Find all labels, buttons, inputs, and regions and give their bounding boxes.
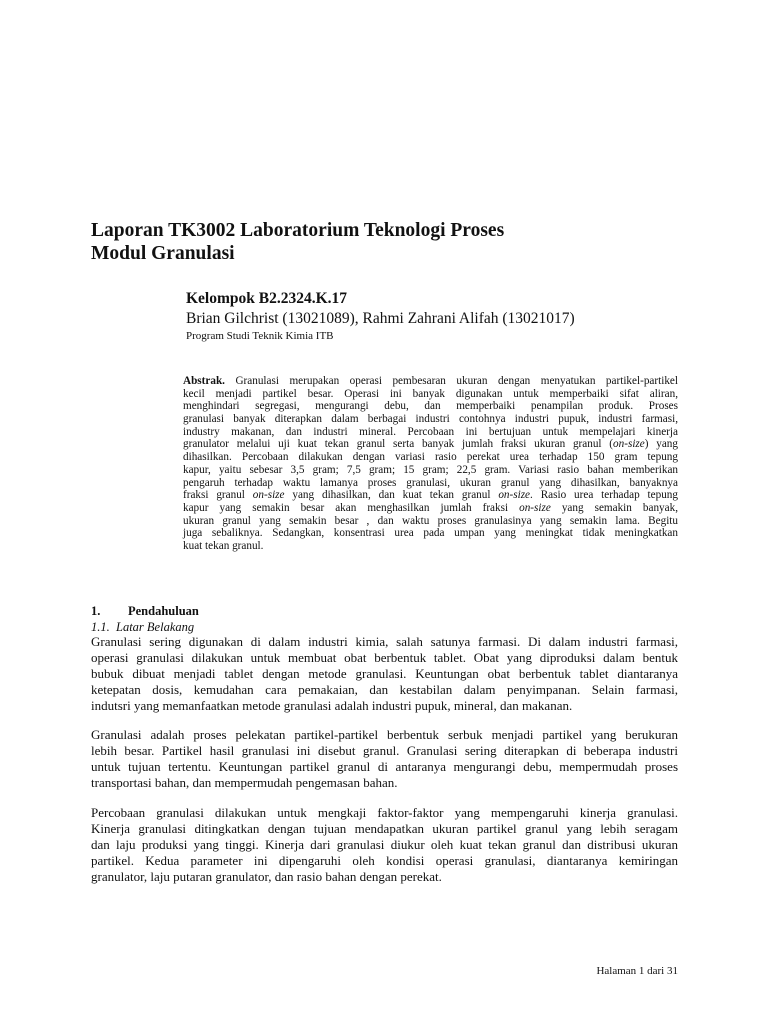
on-size-term: on-size xyxy=(613,438,645,451)
abstract-line: kecil menjadi partikel besar. Operasi ini banyak digunakan untuk memperbaiki sifat aliran, xyxy=(183,387,678,400)
title-line-2: Modul Granulasi xyxy=(91,243,235,264)
on-size-term: on-size xyxy=(498,489,531,502)
author-list: Brian Gilchrist (13021089), Rahmi Zahrani Alifah (13021017) xyxy=(186,310,575,327)
paragraph-line: dan laju produksi yang tinggi. Kinerja dari granulasi diukur oleh kuat tekan granul dan distribusi ukuran xyxy=(91,836,678,852)
abstract-line: menghindari segregasi, mengurangi debu, dan memperbaiki penampilan produk. Proses xyxy=(183,400,678,413)
paragraph-line: untuk tujuan tertentu. Keuntungan partikel granul di antaranya mengurangi debu, mempermudah proses xyxy=(91,758,678,774)
affiliation: Program Studi Teknik Kimia ITB xyxy=(186,330,334,342)
abstract-line: kapur, yaitu sebesar 3,5 gram; 7,5 gram; 15 gram; 22,5 gram. Variasi rasio bahan memberikan xyxy=(183,463,678,476)
section-heading xyxy=(91,604,591,619)
paragraph-line: Percobaan granulasi dilakukan untuk mengkaji faktor-faktor yang mempengaruhi kinerja granulasi. xyxy=(91,805,678,820)
paragraph-line: Granulasi sering digunakan di dalam industri kimia, salah satunya farmasi. Di dalam industri farmasi, xyxy=(91,634,678,649)
abstract-line: pengaruh terhadap waktu lamanya proses granulasi, ukuran granul yang dihasilkan, banyaknya xyxy=(183,476,678,489)
paragraph-line: Kinerja granulasi ditingkatkan dengan tujuan mendapatkan ukuran partikel granul yang lebih seragam xyxy=(91,820,678,836)
section-number: 1. xyxy=(91,604,101,618)
abstract-line: Abstrak. Granulasi merupakan operasi pembesaran ukuran dengan menyatukan partikel-partikel xyxy=(183,375,678,387)
subsection-heading xyxy=(91,620,591,635)
abstract-line: kuat tekan granul. xyxy=(183,539,264,552)
abstract-line: granulasi banyak diterapkan dalam berbagai industri contohnya industri pupuk, industri farmasi, xyxy=(183,413,678,426)
on-size-term: on-size xyxy=(252,489,285,502)
abstract-line: fraksi granul on-size yang dihasilkan, dan kuat tekan granul on-size. Rasio urea terhadap tepung xyxy=(183,489,678,502)
paragraph-line: lebih besar. Partikel hasil granulasi ini disebut granul. Granulasi sering diterapkan di beberapa industri xyxy=(91,742,678,758)
title-line-1: Laporan TK3002 Laboratorium Teknologi Proses xyxy=(91,220,505,241)
paragraph-1 xyxy=(91,634,678,713)
on-size-term: on-size xyxy=(519,501,551,514)
paragraph-line: operasi granulasi dilakukan untuk membuat obat berbentuk tablet. Obat yang diproduksi dalam bentuk xyxy=(91,649,678,665)
subsection-number: 1.1. xyxy=(91,620,110,634)
paragraph-line: partikel. Kedua parameter ini dipengaruhi oleh kondisi operasi granulasi, diantaranya kemiringan xyxy=(91,852,678,868)
abstract-line: juga sebaliknya. Sedangkan, konsentrasi urea pada umpan yang meningkat tidak meningkatkan xyxy=(183,527,678,540)
paragraph-2 xyxy=(91,727,678,791)
group-name: Kelompok B2.2324.K.17 xyxy=(186,290,348,307)
abstract-line: ukuran granul yang semakin besar , dan waktu proses granulasinya yang semakin lama. Begitu xyxy=(183,514,678,527)
document-title xyxy=(91,219,691,265)
abstract-line: granulator melalui uji kuat tekan granul serta banyak jumlah fraksi ukuran granul (on-size) yang xyxy=(183,438,678,451)
paragraph-line: Granulasi adalah proses pelekatan partikel-partikel berbentuk serbuk menjadi partikel yang berukuran xyxy=(91,727,678,742)
paragraph-3 xyxy=(91,805,678,884)
paragraph-line: transportasi bahan, dan mempermudah pengemasan bahan. xyxy=(91,774,398,790)
section-title: Pendahuluan xyxy=(128,604,199,618)
page-footer: Halaman 1 dari 31 xyxy=(596,965,678,977)
paragraph-line: indutsri yang memanfaatkan metode granulasi adalah industri pupuk, mineral, dan makanan. xyxy=(91,697,573,713)
subsection-title: Latar Belakang xyxy=(116,620,195,634)
abstract-label: Abstrak. xyxy=(183,375,225,387)
abstract-block xyxy=(183,375,678,553)
paragraph-line: granulator, laju putaran granulator, dan rasio bahan dengan perekat. xyxy=(91,868,442,884)
abstract-line: kapur yang semakin besar akan menghasilkan jumlah fraksi on-size yang semakin banyak, xyxy=(183,501,678,514)
paragraph-line: ketepatan dosis, kemudahan cara pemakaian, dan kestabilan dalam penyimpanan. Selain farmasi, xyxy=(91,681,678,697)
paragraph-line: bubuk dibuat menjadi tablet dengan metode granulasi. Keuntungan obat berbentuk tablet diantaranya xyxy=(91,665,678,681)
abstract-line: dihasilkan. Percobaan dilakukan dengan variasi rasio perekat urea terhadap 150 gram tepung xyxy=(183,451,678,464)
abstract-line: industry makanan, dan industri mineral. Percobaan ini bertujuan untuk mempelajari kinerja xyxy=(183,425,678,438)
